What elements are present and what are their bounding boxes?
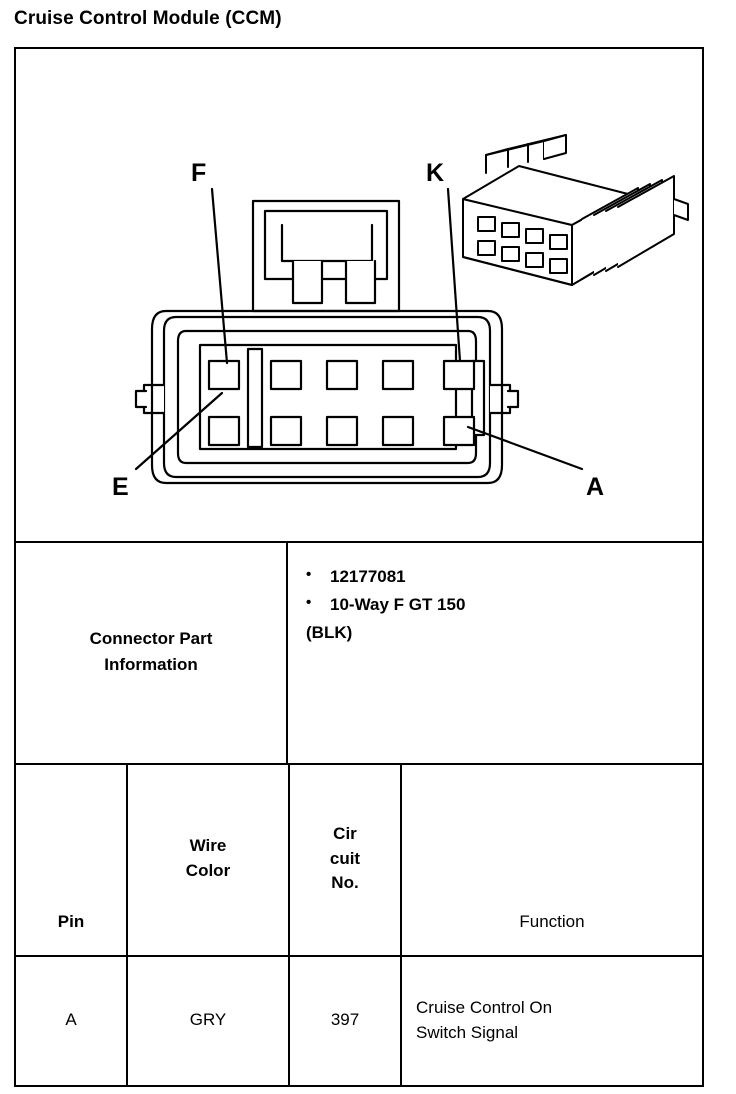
callout-label-f: F bbox=[191, 159, 207, 187]
callout-label-e: E bbox=[112, 473, 129, 501]
table-row-function-line2: Switch Signal bbox=[416, 1023, 519, 1042]
connector-part-bullet bbox=[306, 563, 688, 591]
connector-part-label-line2: Information bbox=[104, 655, 198, 674]
table-header-wire-color bbox=[128, 763, 288, 955]
table-header-circuit-line3: No. bbox=[331, 873, 359, 893]
connector-part-label-line1: Connector Part bbox=[89, 628, 213, 648]
table-row-circuit-no: 397 bbox=[330, 1010, 360, 1030]
table-row-wire-color: GRY bbox=[189, 1010, 227, 1030]
page-title: Cruise Control Module (CCM) bbox=[14, 8, 282, 29]
table-header-wire-color-line2: Color bbox=[185, 861, 231, 880]
table-row-function bbox=[402, 955, 702, 1085]
table-header-circuit-line1: Cir bbox=[333, 824, 357, 844]
table-header-wire-color-line1: Wire bbox=[189, 836, 227, 856]
connector-part-label bbox=[16, 541, 286, 763]
bullet-icon: • bbox=[306, 594, 312, 612]
connector-diagram bbox=[16, 49, 702, 541]
table-header-function: Function bbox=[519, 912, 585, 932]
connector-part-type: 10-Way F GT 150 bbox=[330, 595, 466, 615]
table-row-function-line1: Cruise Control On bbox=[416, 997, 553, 1017]
table-header-pin: Pin bbox=[57, 912, 85, 932]
table-row-pin: A bbox=[65, 1010, 77, 1030]
callout-label-k: K bbox=[426, 159, 445, 187]
divider-table-row-bottom bbox=[16, 1085, 702, 1087]
table-header-circuit-no bbox=[290, 763, 400, 955]
connector-part-color: (BLK) bbox=[306, 623, 353, 643]
connector-part-number: 12177081 bbox=[330, 567, 406, 586]
bullet-icon: • bbox=[306, 566, 312, 583]
table-header-circuit-line2: cuit bbox=[329, 848, 361, 868]
callout-label-a: A bbox=[586, 473, 605, 501]
connector-info-frame bbox=[14, 47, 704, 1087]
connector-part-bullet bbox=[306, 591, 688, 619]
connector-part-values bbox=[288, 541, 702, 763]
